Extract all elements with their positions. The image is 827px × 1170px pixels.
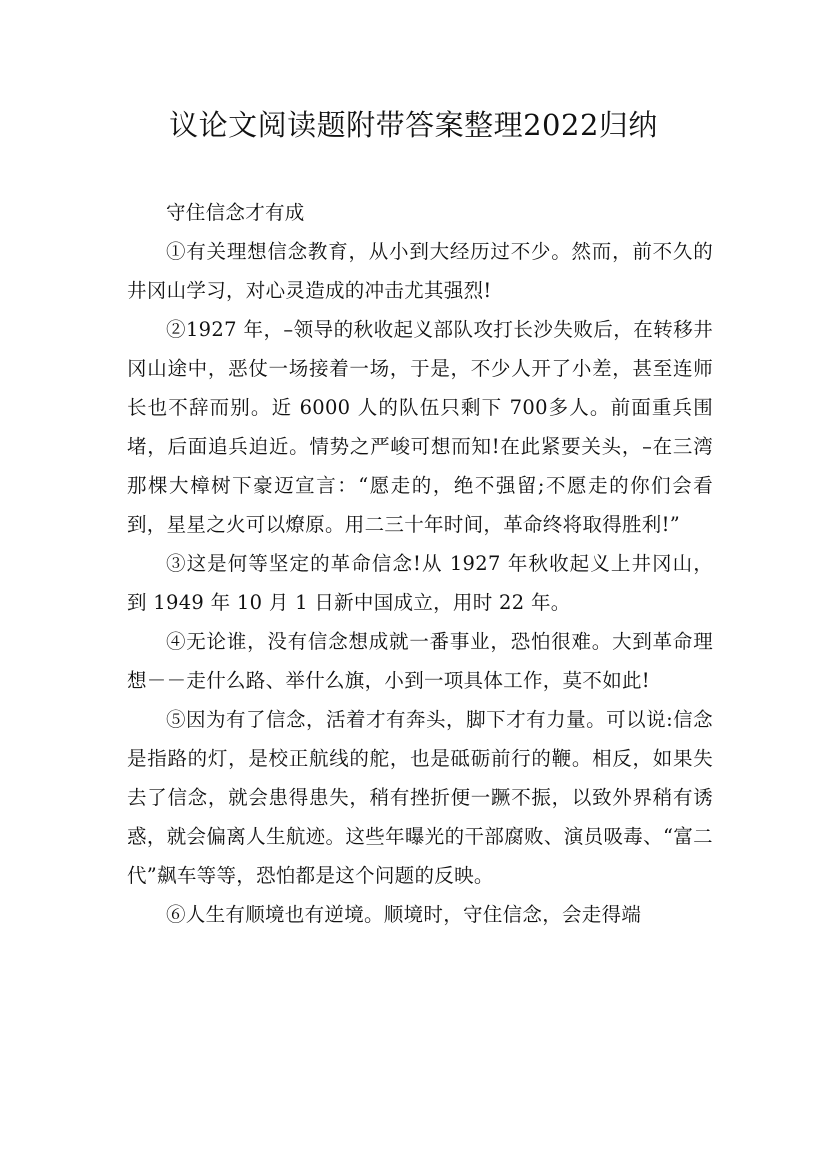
paragraph-6: ⑥人生有顺境也有逆境。顺境时，守住信念，会走得端	[166, 903, 642, 926]
paragraph-3: ③这是何等坚定的革命信念!从 1927 年秋收起义上井冈山，到 1949 年 10 月 1 日新中国成立，用时 22 年。	[127, 552, 713, 614]
document-body	[127, 193, 713, 934]
document-title: 议论文阅读题附带答案整理2022归纳	[169, 108, 658, 142]
paragraph-4: ④无论谁，没有信念想成就一番事业，恐怕很难。大到革命理想－－走什么路、举什么旗，小到一项具体工作，莫不如此!	[127, 630, 713, 692]
essay-heading: 守住信念才有成	[166, 201, 305, 224]
paragraph-1: ①有关理想信念教育，从小到大经历过不少。然而，前不久的井冈山学习，对心灵造成的冲击尤其强烈!	[127, 240, 713, 302]
paragraph-2: ②1927 年，–领导的秋收起义部队攻打长沙失败后，在转移井冈山途中，恶仗一场接着一场，于是，不少人开了小差，甚至连师长也不辞而别。近 6000 人的队伍只剩下 700多人。前面重兵围堵，后面追兵迫近。情势之严峻可想而知!在此紧要关头，–在三湾那棵大樟树下豪迈宣言：“愿走的，绝不强留;不愿走的你们会看到，星星之火可以燎原。用二三十年时间，革命终将取得胜利!”	[127, 318, 713, 536]
paragraph-5: ⑤因为有了信念，活着才有奔头，脚下才有力量。可以说:信念是指路的灯，是校正航线的舵，也是砥砺前行的鞭。相反，如果失去了信念，就会患得患失，稍有挫折便一蹶不振，以致外界稍有诱惑，就会偏离人生航迹。这些年曝光的干部腐败、演员吸毒、“富二代”飙车等等，恐怕都是这个问题的反映。	[127, 708, 713, 887]
